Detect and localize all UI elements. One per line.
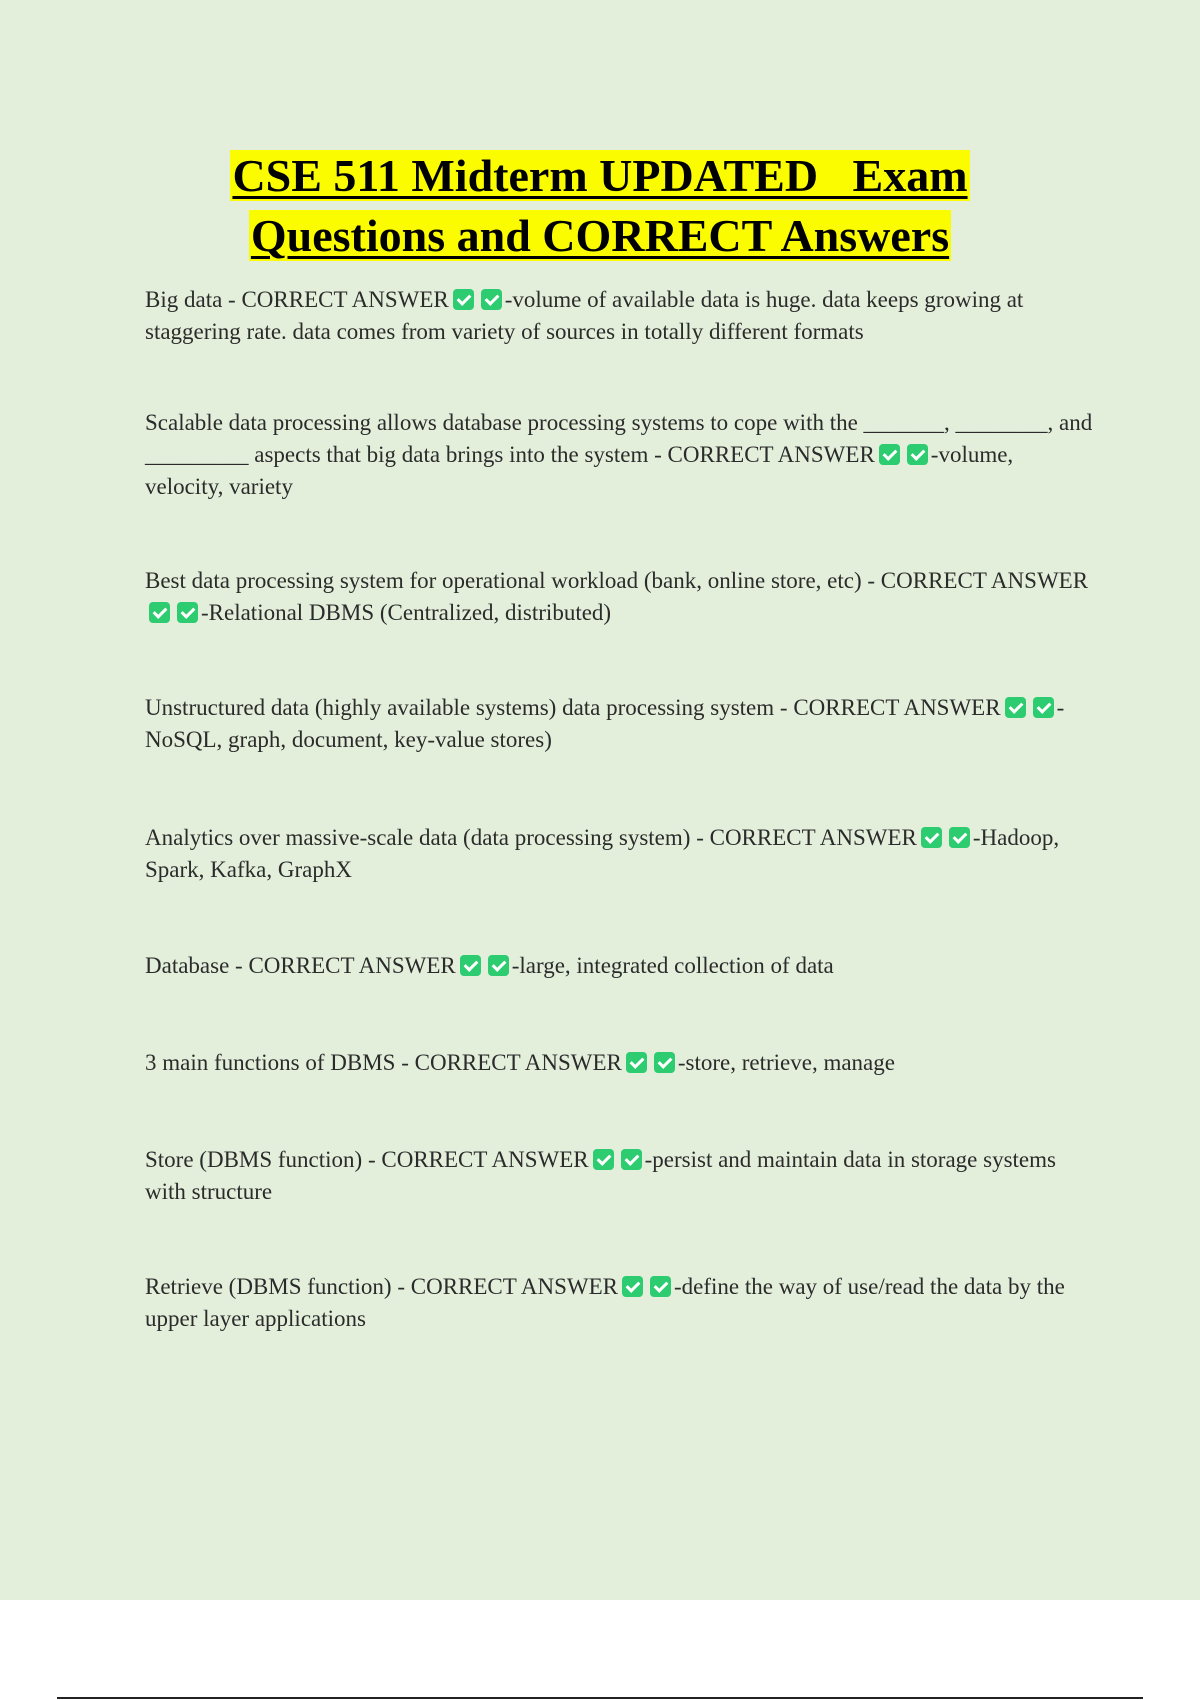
question-text: 3 main functions of DBMS [145, 1050, 396, 1075]
answer-text: -volume, velocity, variety [145, 442, 1014, 499]
check-mark-icon [621, 1149, 642, 1170]
question-text: Retrieve (DBMS function) [145, 1274, 392, 1299]
check-mark-icon [907, 444, 928, 465]
answer-text: -large, integrated collection of data [511, 953, 834, 978]
answer-marker: - CORRECT ANSWER [696, 825, 917, 850]
question-text: Big data [145, 287, 223, 312]
question-text: Analytics over massive-scale data (data processing system) [145, 825, 691, 850]
answer-marker: - CORRECT ANSWER [867, 568, 1089, 593]
check-mark-icon [879, 444, 900, 465]
check-mark-icon [1033, 697, 1054, 718]
check-mark-icon [149, 602, 170, 623]
answer-marker: - CORRECT ANSWER [397, 1274, 618, 1299]
title-line-2 [0, 206, 1200, 266]
answer-marker: - CORRECT ANSWER [367, 1147, 589, 1172]
qa-item-big-data [145, 284, 1095, 348]
check-mark-icon [453, 289, 474, 310]
answer-text: -volume of available data is huge. data keeps growing at staggering rate. data comes from variety of sources in totally different formats [145, 287, 1024, 344]
title-line-1 [0, 146, 1200, 206]
check-mark-icon [593, 1149, 614, 1170]
document-title [0, 146, 1200, 266]
check-mark-icon [654, 1052, 675, 1073]
question-text: Scalable data processing allows database processing systems to cope with the _______, ________, and _________ aspects that big data brings into the system [145, 410, 1093, 467]
check-mark-icon [460, 955, 481, 976]
answer-text: -persist and maintain data in storage systems with structure [145, 1147, 1056, 1204]
answer-marker: - CORRECT ANSWER [401, 1050, 622, 1075]
qa-item-scalable-data-processing [145, 407, 1095, 503]
check-mark-icon [650, 1276, 671, 1297]
answer-marker: - CORRECT ANSWER [235, 953, 456, 978]
qa-item-store-function [145, 1144, 1095, 1208]
answer-text: -Relational DBMS (Centralized, distributed) [201, 600, 612, 625]
answer-text: -NoSQL, graph, document, key-value stores) [145, 695, 1065, 752]
title-line-1-text: CSE 511 Midterm UPDATED Exam [232, 150, 968, 201]
footer-divider [57, 1697, 1143, 1699]
check-mark-icon [626, 1052, 647, 1073]
qa-item-retrieve-function [145, 1271, 1095, 1335]
answer-text: -Hadoop, Spark, Kafka, GraphX [145, 825, 1060, 882]
check-mark-icon [1005, 697, 1026, 718]
question-text: Unstructured data (highly available systems) data processing system [145, 695, 775, 720]
question-text: Store (DBMS function) [145, 1147, 363, 1172]
answer-marker: - CORRECT ANSWER [779, 695, 1001, 720]
check-mark-icon [921, 827, 942, 848]
qa-item-analytics-massive-scale [145, 822, 1095, 886]
answer-text: -store, retrieve, manage [677, 1050, 895, 1075]
qa-item-unstructured-data [145, 692, 1095, 756]
check-mark-icon [488, 955, 509, 976]
qa-item-database [145, 950, 1095, 982]
answer-text: -define the way of use/read the data by the upper layer applications [145, 1274, 1065, 1331]
check-mark-icon [949, 827, 970, 848]
check-mark-icon [622, 1276, 643, 1297]
qa-item-operational-workload [145, 565, 1095, 629]
answer-marker: - CORRECT ANSWER [654, 442, 875, 467]
answer-marker: - CORRECT ANSWER [228, 287, 449, 312]
question-text: Database [145, 953, 230, 978]
check-mark-icon [177, 602, 198, 623]
question-text: Best data processing system for operational workload (bank, online store, etc) [145, 568, 862, 593]
title-line-2-text: Questions and CORRECT Answers [250, 210, 950, 261]
qa-item-dbms-functions [145, 1047, 1095, 1079]
check-mark-icon [481, 289, 502, 310]
